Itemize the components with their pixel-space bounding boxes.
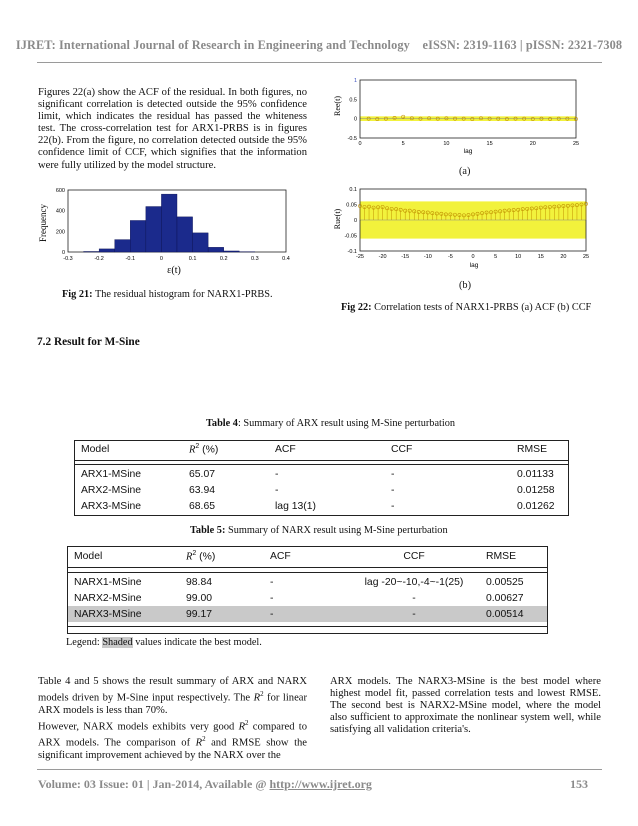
table4-cell: - (391, 484, 395, 496)
ccf-xtick: -10 (423, 254, 432, 260)
fig22a-sublabel: (a) (459, 166, 471, 177)
histogram-bar (146, 207, 162, 252)
fig21-xlabel: ε(t) (167, 265, 181, 276)
fig21-ylabel: Frequency (38, 204, 48, 242)
table4-header-row (75, 441, 568, 457)
histogram-bar (193, 233, 209, 252)
table4-header-acf: ACF (275, 443, 296, 455)
table5-cell: - (270, 608, 274, 620)
ccf-xtick: 25 (582, 254, 590, 260)
table5-caption-label: Table 5: (190, 525, 226, 536)
table4-cell: 65.07 (189, 468, 216, 480)
table4-cell: ARX3-MSine (81, 500, 142, 512)
footer-link[interactable]: http://www.ijret.org (269, 777, 372, 791)
legend-shaded: Shaded (102, 637, 133, 648)
ccf-xtick: 15 (537, 254, 544, 260)
table-row (75, 498, 568, 514)
acf-top-tick: 1 (353, 78, 357, 84)
table4-cell: lag 13(1) (275, 500, 317, 512)
acf-xtick: 20 (529, 141, 536, 147)
fig22a-acf (330, 74, 592, 156)
table5-cell: 0.00514 (486, 608, 524, 620)
ccf-ytick: 0.05 (346, 202, 357, 209)
table5-cell: 0.00627 (486, 592, 524, 604)
fig22a-xlabel: lag (463, 148, 473, 155)
table5-header-model: Model (74, 550, 103, 562)
fig21-ytick: 400 (55, 208, 65, 215)
fig22-caption-text: Correlation tests of NARX1-PRBS (a) ACF (b) CCF (371, 302, 592, 313)
table-row-best (68, 606, 547, 622)
fig21-xtick: 0.2 (219, 256, 228, 262)
ccf-ytick: 0.1 (349, 187, 357, 193)
fig21-xtick: -0.2 (94, 256, 104, 262)
table5-cell: 98.84 (186, 576, 213, 588)
ccf-xtick: -5 (447, 254, 453, 260)
fig22a-ylabel: Ree(t) (333, 96, 342, 116)
fig21-xtick: -0.3 (63, 256, 73, 262)
table5-header-rmse: RMSE (486, 550, 517, 562)
table5-cell: - (270, 592, 274, 604)
fig22-caption-label: Fig 22: (341, 302, 372, 313)
table4-cell: ARX2-MSine (81, 484, 142, 496)
fig22b-ccf (330, 183, 596, 271)
fig21-xtick: 0.1 (188, 256, 197, 262)
table5-caption-text: Summary of NARX result using M-Sine perturbation (225, 525, 448, 536)
journal-issn: eISSN: 2319-1163 | pISSN: 2321-7308 (422, 38, 623, 52)
ccf-xtick: -15 (401, 254, 410, 260)
table5-cell: NARX2-MSine (74, 592, 142, 604)
table4-header-model: Model (81, 443, 110, 455)
ccf-xtick: 10 (515, 254, 522, 260)
table5-header-ccf: CCF (403, 550, 425, 562)
table4-cell: - (391, 468, 395, 480)
table4-header-rmse: RMSE (517, 443, 548, 455)
section-title: 7.2 Result for M-Sine (37, 336, 140, 348)
table4-cell: 0.01133 (517, 468, 554, 480)
legend-suffix: values indicate the best model. (132, 637, 262, 648)
ccf-xtick: 0 (471, 254, 475, 260)
table5-cell: - (412, 608, 416, 620)
histogram-bar (208, 247, 224, 252)
table4-header-ccf: CCF (391, 443, 413, 455)
acf-xtick: 0 (358, 141, 362, 147)
table5-cell: 0.00525 (486, 576, 524, 588)
journal-header (0, 38, 638, 53)
footer-rule (37, 769, 602, 770)
acf-xtick: 15 (486, 141, 493, 147)
acf-ytick: 0 (353, 116, 357, 123)
histogram-bar (224, 251, 240, 252)
table-row (68, 590, 547, 606)
table-row (68, 574, 547, 590)
table-row (75, 482, 568, 498)
fig21-histogram (38, 185, 298, 285)
table4-cell: 68.65 (189, 500, 216, 512)
table5-cell: - (412, 592, 416, 604)
table4-cell: ARX1-MSine (81, 468, 142, 480)
table5-header-row (68, 548, 547, 564)
ccf-ytick: -0.1 (347, 249, 357, 255)
table5-caption (190, 525, 448, 536)
table5-cell: NARX3-MSine (74, 608, 142, 620)
table-legend (66, 637, 262, 648)
table5-cell: 99.00 (186, 592, 213, 604)
footer-volume (38, 777, 372, 792)
histogram-bar (84, 251, 100, 252)
ccf-ytick: 0 (353, 218, 357, 224)
table5 (67, 546, 548, 634)
histogram-bar (99, 249, 115, 252)
table4-caption (206, 418, 455, 429)
table5-header-r2: $R^2$ (%) (186, 549, 216, 563)
acf-xtick: 5 (401, 141, 405, 147)
table4-cell: 0.01258 (517, 484, 555, 496)
table4-caption-text: : Summary of ARX result using M-Sine perturbation (237, 418, 456, 429)
histogram-bar (161, 194, 177, 252)
fig22-caption (341, 302, 591, 313)
ccf-ytick: -0.05 (344, 233, 357, 240)
histogram-bar (177, 217, 193, 252)
ccf-xtick: 20 (560, 254, 567, 260)
table4-cell: 0.01262 (517, 500, 555, 512)
fig22b-ylabel: Rue(t) (333, 208, 342, 230)
fig21-caption-label: Fig 21: (62, 289, 93, 300)
discussion-right: ARX models. The NARX3-MSine is the best model where highest model fit, passed correlation tests and lowest RMSE. The second best is NARX2-MSine model, where the model also sufficient to approximate the nonlinear system well, while satisfying all validation criteria's. (330, 676, 601, 736)
fig21-xtick: -0.1 (125, 256, 136, 262)
footer-prefix: Volume: 03 Issue: 01 | Jan-2014, Available @ (38, 777, 270, 791)
fig21-ytick: 0 (61, 250, 65, 256)
histogram-bar (115, 240, 131, 252)
intro-paragraph: Figures 22(a) show the ACF of the residual. In both figures, no significant correlation is detected outside the 95% confidence limit, which indicates the residual has passed the whiteness test. The cross-correlation test for ARX1-PRBS is in figures 22(b). From the figure, no correlation detected outside the 95% confidence limit of CCF, which signifies that the information were fully utilized by the model structure. (38, 87, 307, 171)
discussion-left: Table 4 and 5 shows the result summary of ARX and NARX models driven by M-Sine input respectively. The $R^2$ for linear ARX models is less than 70%. However, NARX models exhibits very good $R^2$ compared to ARX models. The comparison of $R^2$ and RMSE show the significant improvement achieved by the NARX over the (38, 676, 308, 762)
table-row (75, 466, 568, 482)
acf-xtick: 25 (572, 141, 580, 147)
journal-title: IJRET: International Journal of Research in Engineering and Technology (15, 38, 410, 52)
page-number: 153 (570, 777, 588, 791)
table4-caption-label: Table 4 (206, 418, 238, 429)
fig22a-axes (360, 80, 576, 138)
fig21-xtick: 0.4 (282, 256, 290, 262)
table4-cell: 63.94 (189, 484, 216, 496)
legend-prefix: Legend: (66, 637, 103, 648)
acf-ytick: 0.5 (349, 97, 357, 104)
acf-ytick: -0.5 (347, 136, 357, 142)
table4 (74, 440, 569, 516)
table5-header-acf: ACF (270, 550, 291, 562)
table4-cell: - (275, 484, 279, 496)
ccf-xtick: 5 (494, 254, 498, 260)
table5-cell: 99.17 (186, 608, 213, 620)
fig21-xtick: 0.3 (251, 256, 259, 262)
fig21-xtick: 0 (159, 256, 163, 262)
fig22b-sublabel: (b) (459, 280, 472, 291)
acf-xtick: 10 (443, 141, 450, 147)
table5-cell: - (270, 576, 274, 588)
table4-cell: - (275, 468, 279, 480)
fig21-caption-text: The residual histogram for NARX1-PRBS. (92, 289, 273, 300)
fig21-caption (62, 289, 273, 300)
histogram-bar (130, 220, 146, 252)
header-rule (37, 62, 602, 63)
table5-cell: lag -20~-10,-4~-1(25) (364, 576, 464, 588)
ccf-xtick: -20 (378, 254, 387, 260)
fig22b-xlabel: lag (469, 262, 479, 269)
ccf-xtick: -25 (356, 254, 364, 260)
table4-header-r2: $R^2$ (%) (189, 442, 219, 456)
fig21-ytick: 600 (55, 188, 65, 194)
table5-cell: NARX1-MSine (74, 576, 142, 588)
table4-cell: - (391, 500, 395, 512)
fig21-ytick: 200 (55, 229, 65, 236)
